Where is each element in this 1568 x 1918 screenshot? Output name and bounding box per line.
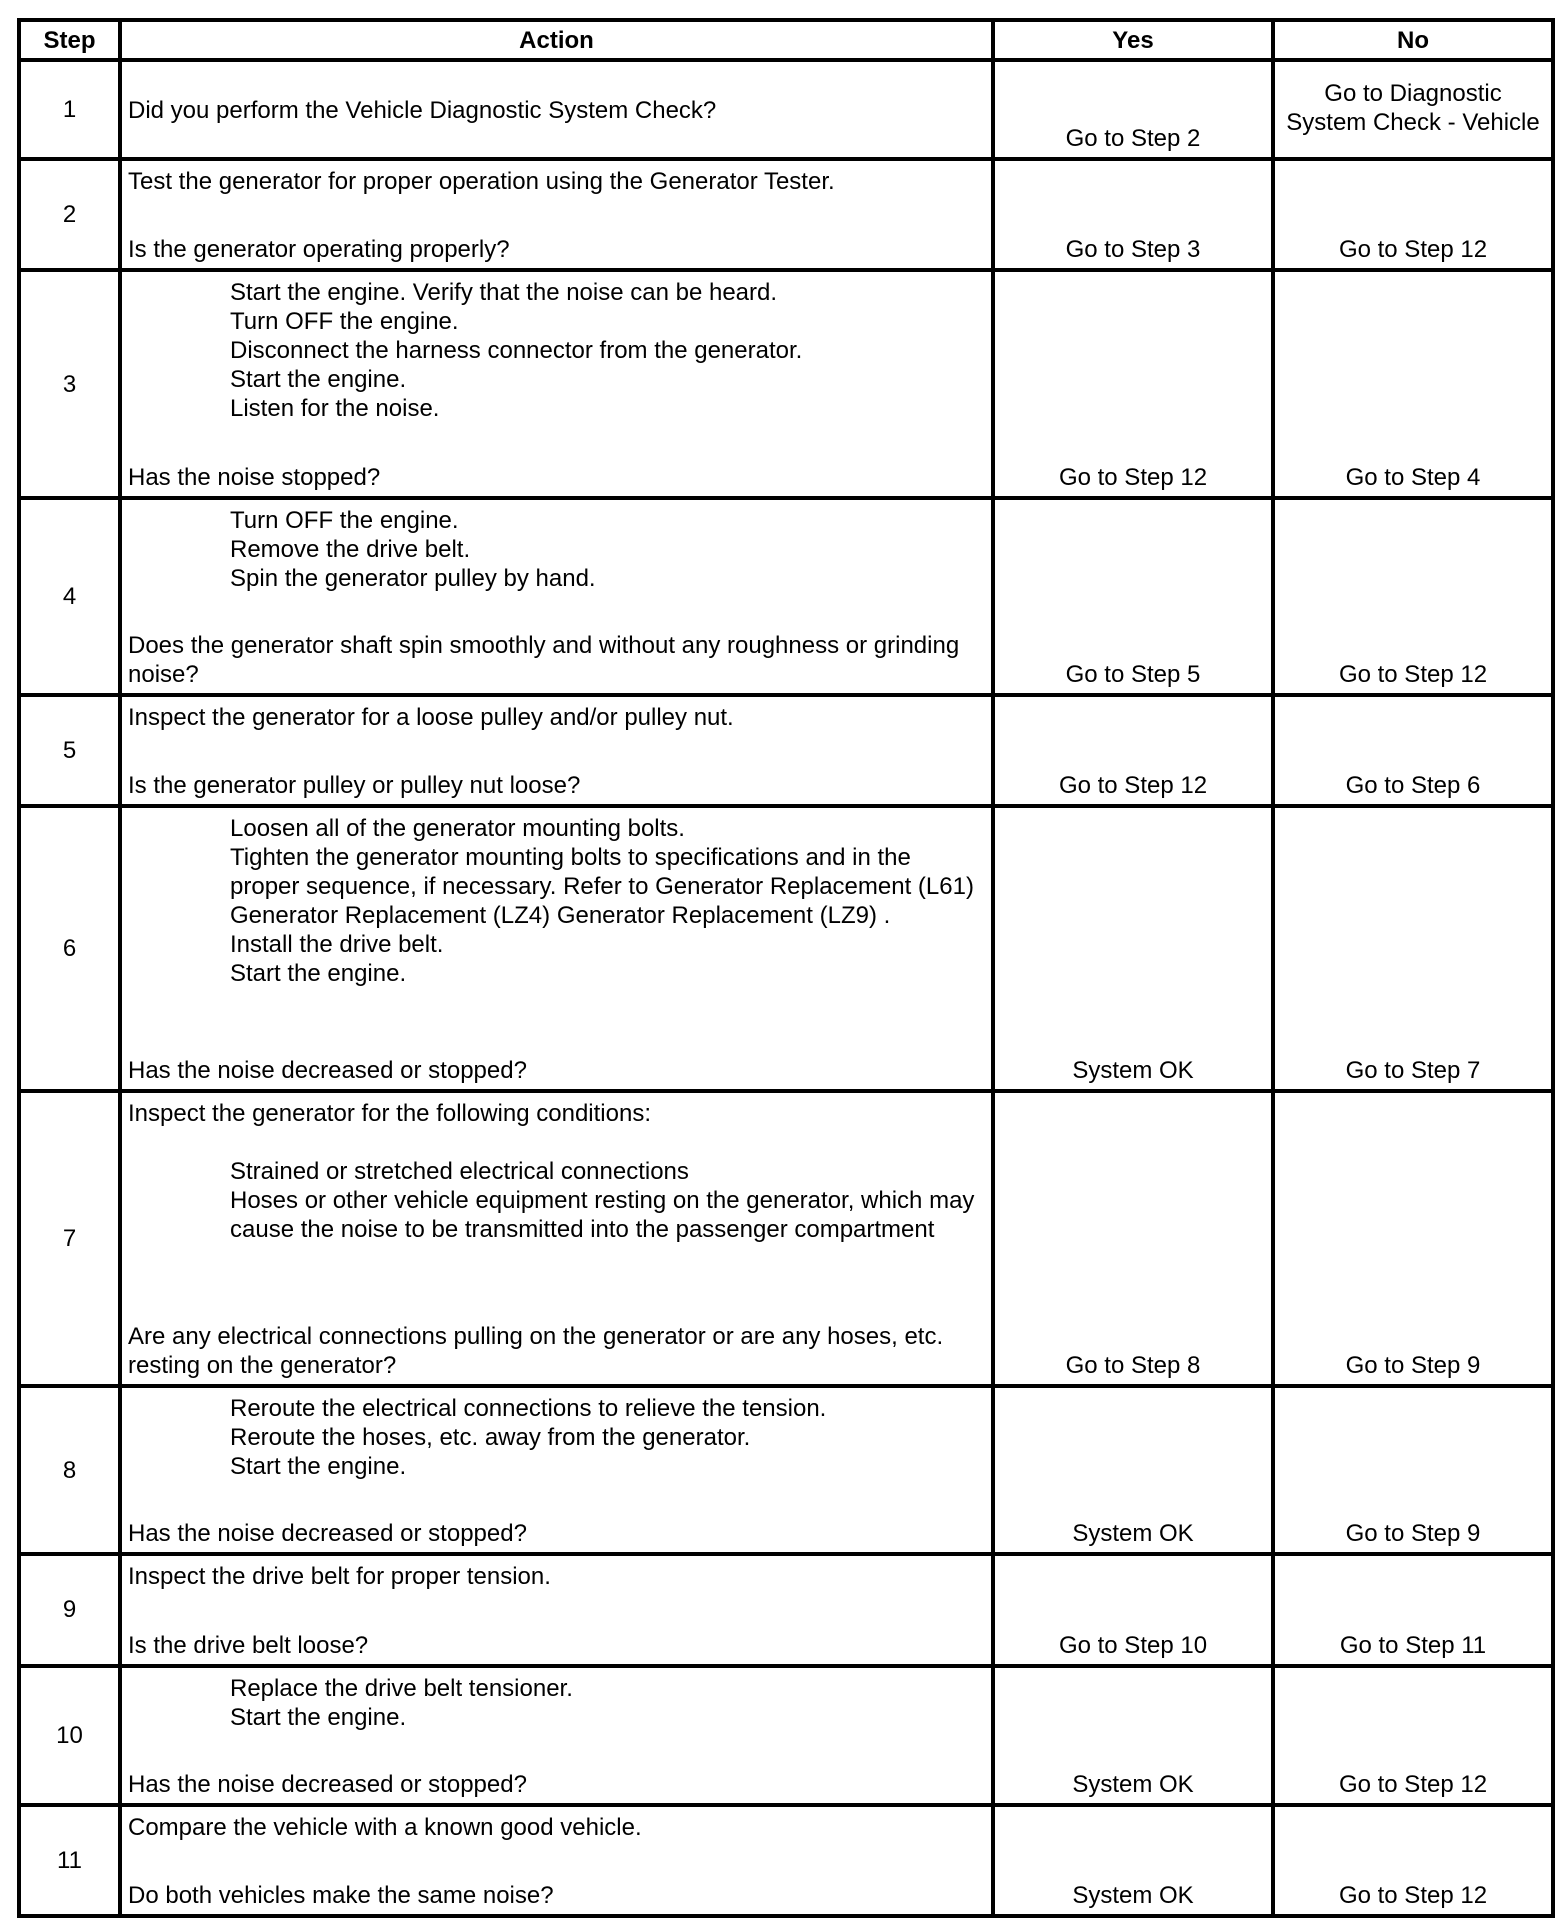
action-question: Has the noise decreased or stopped? [128,1770,527,1798]
header-step: Step [19,20,120,60]
action-conditions [128,1157,985,1244]
action-cell [120,1386,993,1554]
yes-result: Go to Step 5 [993,498,1273,695]
action-question: Has the noise decreased or stopped? [128,1520,527,1548]
action-steps [128,1674,985,1732]
no-result: Go to Step 6 [1273,695,1553,806]
step-number: 3 [19,270,120,497]
table-row [19,1386,1553,1554]
action-step-item: Tighten the generator mounting bolts to specifications and in the proper sequence, if necessary. Refer to Generator Replacement (L61) Generator Replacement (LZ4) Generator Replacement (LZ9) . [230,844,974,930]
table-row [19,1091,1553,1386]
table-row [19,270,1553,497]
action-question: Is the generator pulley or pulley nut loose? [128,772,581,800]
action-intro: Inspect the generator for a loose pulley and/or pulley nut. [128,704,734,731]
table-row [19,1805,1553,1916]
action-question: Does the generator shaft spin smoothly and without any roughness or grinding noise? [128,632,960,688]
action-step-item: Remove the drive belt. [230,535,471,563]
action-cell [120,806,993,1090]
step-number: 10 [19,1666,120,1805]
header-action: Action [120,20,993,60]
no-result: Go to Step 12 [1273,1805,1553,1916]
action-step-item: Turn OFF the engine. [230,308,459,336]
header-row [19,20,1553,60]
action-step-item: Install the drive belt. [230,931,444,959]
action-cell [120,1554,993,1665]
diagnostic-table [17,18,1555,1918]
action-cell [120,60,993,159]
action-intro: Test the generator for proper operation using the Generator Tester. [128,168,835,196]
action-step-item: Loosen all of the generator mounting bolts. [230,815,685,843]
table-row [19,1554,1553,1665]
action-question: Are any electrical connections pulling on the generator or are any hoses, etc. resting on the generator? [128,1323,944,1380]
action-question: Is the drive belt loose? [128,1631,369,1659]
no-result: Go to Step 11 [1273,1554,1553,1665]
step-number: 4 [19,498,120,695]
yes-result: System OK [993,806,1273,1090]
action-step-item: Spin the generator pulley by hand. [230,564,596,592]
yes-result: System OK [993,1666,1273,1805]
action-cell [120,695,993,806]
table-row [19,498,1553,695]
no-result: Go to Step 9 [1273,1091,1553,1386]
no-result: Go to Step 4 [1273,270,1553,497]
no-result: Go to Step 9 [1273,1386,1553,1554]
action-cell [120,1091,993,1386]
action-steps [128,278,985,423]
action-step-item: Start the engine. [230,960,407,988]
action-intro: Compare the vehicle with a known good vehicle. [128,1813,642,1841]
action-step-item: Reroute the electrical connections to relieve the tension. [230,1395,827,1423]
action-intro: Inspect the generator for the following conditions: [128,1099,651,1127]
table-row [19,695,1553,806]
yes-result: System OK [993,1805,1273,1916]
no-result: Go to Step 12 [1273,1666,1553,1805]
yes-result: System OK [993,1386,1273,1554]
action-question: Is the generator operating properly? [128,236,510,264]
action-question: Did you perform the Vehicle Diagnostic System Check? [128,97,717,125]
yes-result: Go to Step 12 [993,270,1273,497]
action-cell [120,1666,993,1805]
step-number: 2 [19,159,120,270]
condition-item: Hoses or other vehicle equipment resting on the generator, which may cause the noise to be transmitted into the passenger compartment [230,1186,975,1243]
no-result: Go to Step 7 [1273,806,1553,1090]
yes-result: Go to Step 2 [993,60,1273,159]
yes-result: Go to Step 8 [993,1091,1273,1386]
action-cell [120,1805,993,1916]
table-row [19,1666,1553,1805]
action-step-item: Turn OFF the engine. [230,506,459,534]
step-number: 1 [19,60,120,159]
action-steps [128,1394,985,1481]
action-step-item: Listen for the noise. [230,395,440,423]
step-number: 9 [19,1554,120,1665]
action-cell [120,498,993,695]
action-step-item: Start the engine. [230,1453,407,1481]
condition-item: Strained or stretched electrical connections [230,1157,689,1185]
yes-result: Go to Step 3 [993,159,1273,270]
header-yes: Yes [993,20,1273,60]
action-question: Do both vehicles make the same noise? [128,1882,554,1909]
no-result: Go to Step 12 [1273,159,1553,270]
yes-result: Go to Step 12 [993,695,1273,806]
header-no: No [1273,20,1553,60]
action-intro: Inspect the drive belt for proper tension. [128,1563,551,1591]
action-step-item: Reroute the hoses, etc. away from the generator. [230,1424,751,1452]
step-number: 11 [19,1805,120,1916]
table-row [19,159,1553,270]
action-step-item: Start the engine. [230,366,407,394]
action-step-item: Replace the drive belt tensioner. [230,1674,573,1702]
action-question: Has the noise stopped? [128,463,381,491]
action-intro-block [128,1099,985,1244]
action-steps [128,506,985,593]
step-number: 7 [19,1091,120,1386]
action-step-item: Disconnect the harness connector from the generator. [230,337,803,365]
step-number: 6 [19,806,120,1090]
action-step-item: Start the engine. Verify that the noise can be heard. [230,279,778,307]
action-step-item: Start the engine. [230,1703,407,1731]
action-cell [120,159,993,270]
step-number: 8 [19,1386,120,1554]
action-cell [120,270,993,497]
table-row [19,806,1553,1090]
yes-result: Go to Step 10 [993,1554,1273,1665]
no-result: Go to Step 12 [1273,498,1553,695]
no-result: Go to Diagnostic System Check - Vehicle [1273,60,1553,159]
action-question: Has the noise decreased or stopped? [128,1056,527,1084]
step-number: 5 [19,695,120,806]
action-steps [128,814,985,988]
table-row [19,60,1553,159]
